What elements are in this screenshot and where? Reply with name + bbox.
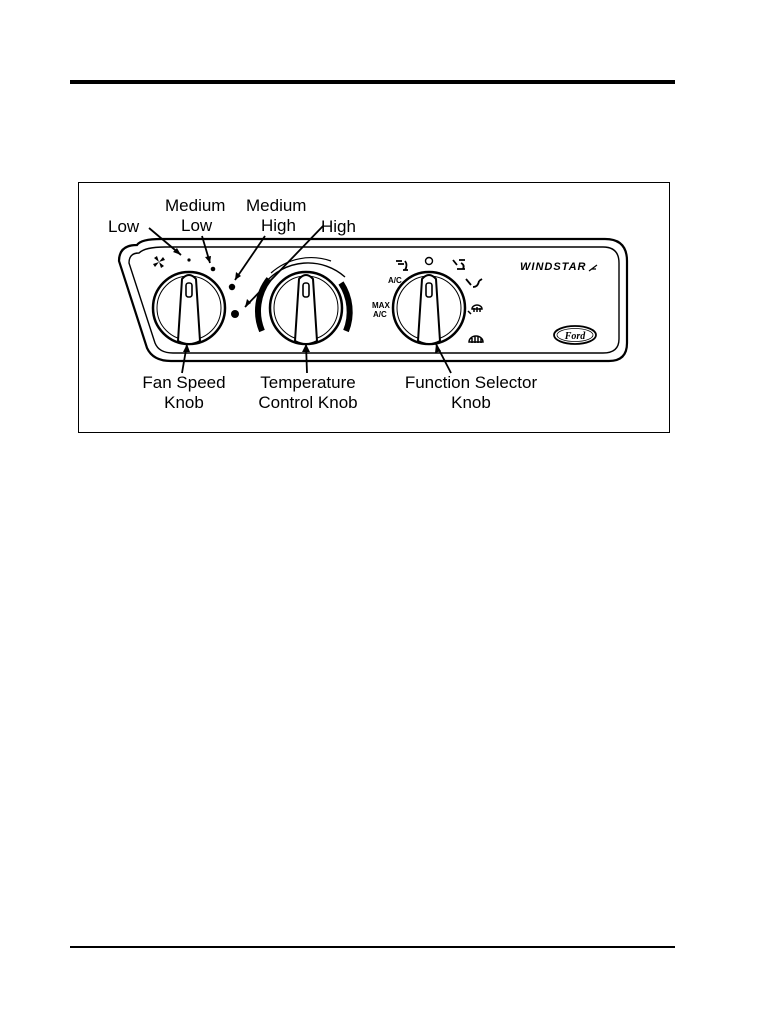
windstar-badge-flourish [589, 265, 597, 271]
defrost-icon [469, 336, 483, 343]
label-function-selector-knob-line2: Knob [451, 393, 491, 412]
fan-speed-dot-medium-high [229, 284, 235, 290]
fan-speed-dot-medium-low [211, 267, 216, 272]
label-fan-speed-knob-line2: Knob [164, 393, 204, 412]
windstar-badge: WINDSTAR [520, 261, 587, 273]
label-fan-speed-knob-line1: Fan Speed [142, 373, 226, 392]
fan-speed-dot-high [231, 310, 239, 318]
function-selector-knob [393, 272, 465, 344]
label-temperature-control-knob-line1: Temperature [260, 373, 356, 392]
label-medium-high-line1: Medium [246, 196, 307, 215]
label-function-selector-knob-line1: Function Selector [404, 373, 538, 392]
max-ac-label-line1: MAX [372, 301, 390, 310]
off-position-icon [426, 258, 433, 265]
panel-vent-icon [396, 261, 408, 270]
footer-rule [70, 946, 675, 948]
temperature-control-knob [270, 272, 342, 344]
label-high: High [321, 217, 356, 236]
floor-defrost-icon [468, 305, 482, 314]
fan-speed-knob [153, 272, 225, 344]
ford-logo-text: Ford [564, 331, 586, 342]
leader-medium-high [235, 236, 265, 280]
label-temperature-control-knob-line2: Control Knob [258, 393, 358, 412]
fan-icon [153, 256, 165, 268]
ford-logo [554, 326, 596, 344]
ac-position-label: A/C [388, 276, 402, 285]
label-low: Low [108, 217, 140, 236]
max-ac-label-line2: A/C [373, 310, 387, 319]
climate-control-figure [78, 182, 670, 433]
floor-vent-icon [466, 279, 482, 287]
header-rule [70, 80, 675, 84]
label-medium-low-line2: Low [181, 216, 213, 235]
panel-floor-vent-icon [453, 260, 465, 269]
label-medium-high-line2: High [261, 216, 296, 235]
label-medium-low-line1: Medium [165, 196, 226, 215]
fan-speed-dot-low [187, 258, 190, 261]
